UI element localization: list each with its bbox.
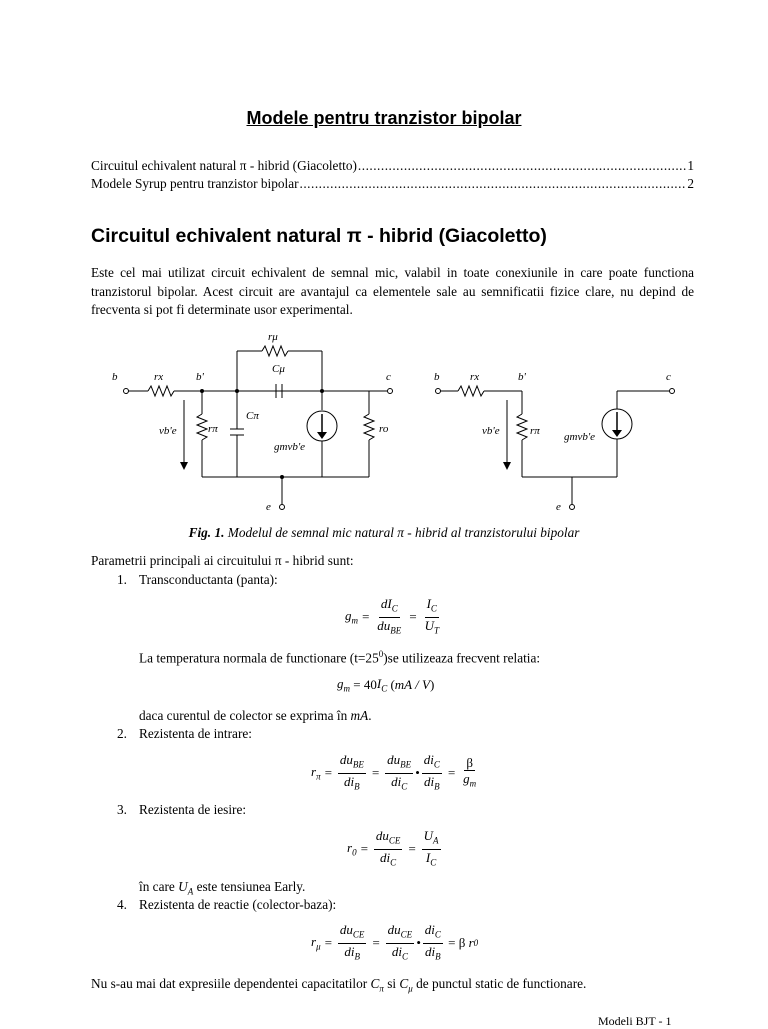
equation-rmu: $r_\mu$ = $\frac{du_{CE}}{di_B}$ = $\frac{du_{CE}}{di_C}$ • $\frac{di_C}{di_B}$ = β r 0 xyxy=(311,922,479,962)
equation-rpi: $r_\pi$ = $\frac{du_{BE}}{di_B}$ = $\frac{du_{BE}}{di_C}$ • $\frac{di_C}{di_B}$ = $\frac{\beta}{g_m}$ xyxy=(311,752,477,792)
rpi-label: rπ xyxy=(208,423,218,435)
list-label: Rezistenta de intrare: xyxy=(139,726,252,741)
early-text: în care $U_A$ este tensiunea Early. xyxy=(139,879,306,897)
rpi-label: rπ xyxy=(530,425,540,437)
temp-text-b: )se utilizeaza frecvent relatia: xyxy=(383,650,541,666)
params-intro: Parametrii principali ai circuitului π - hibrid sunt: xyxy=(91,553,354,568)
early-text-a: în care xyxy=(139,879,175,894)
list-label: Transconductanta (panta): xyxy=(139,572,278,587)
cmu-label: Cμ xyxy=(272,363,285,375)
node-b-label: b xyxy=(112,371,118,383)
ma-unit: mA xyxy=(350,708,369,723)
node-e-label: e xyxy=(266,501,271,513)
vbe-label: vb'e xyxy=(482,425,500,437)
rmu-label: rμ xyxy=(268,331,278,343)
node-c-label: c xyxy=(386,371,391,383)
gm-source-label: gmvb'e xyxy=(564,431,596,443)
ma-text: daca curentul de colector se exprima în mA. xyxy=(139,708,372,723)
toc-leader xyxy=(300,176,687,192)
toc-entry[interactable] xyxy=(91,176,694,192)
final-text: Nu s-au mai dat expresiile dependentei capacitatilor $C_\pi$ si $C_\mu$ de punctul static de functionare. xyxy=(91,976,587,994)
ma-text-a: daca curentul de colector se exprima în xyxy=(139,708,348,723)
section-heading: Circuitul echivalent natural π - hibrid (Giacoletto) xyxy=(91,225,547,247)
list-label: Rezistenta de iesire: xyxy=(139,802,247,817)
rx-label: rx xyxy=(470,371,480,383)
temp-text-a: La temperatura normala de functionare (t=25 xyxy=(139,650,379,666)
equation-ro: $r_0$ = $\frac{du_{CE}}{di_C}$ = $\frac{U_A}{I_C}$ xyxy=(347,828,439,868)
caption-text: Modelul de semnal mic natural π - hibrid al tranzistorului bipolar xyxy=(227,525,580,540)
page-footer: Modeli BJT - 1 xyxy=(598,1014,672,1028)
equation-gm-approx: $g_m$ = 40 $I_C$ ( mA / V ) xyxy=(337,676,435,694)
page-title: Modele pentru tranzistor bipolar xyxy=(246,108,522,128)
final-text-c: de punctul static de functionare. xyxy=(416,976,587,991)
equation-gm: $g_m$ = $\frac{dI_C}{du_{BE}}$ = $\frac{I_C}{U_T}$ xyxy=(345,596,439,636)
toc-leader xyxy=(358,158,686,174)
temp-text-sup: 0 xyxy=(378,649,384,659)
list-number: 3. xyxy=(117,802,127,817)
node-b-label: b xyxy=(434,371,440,383)
node-e-label: e xyxy=(556,501,561,513)
vbe-label: vb'e xyxy=(159,425,177,437)
final-text-a: Nu s-au mai dat expresiile dependentei capacitatilor xyxy=(91,976,368,991)
node-bprime-label: b' xyxy=(518,371,526,383)
caption-label: Fig. 1. xyxy=(188,525,225,540)
list-number: 1. xyxy=(117,572,127,587)
toc-entry[interactable] xyxy=(91,158,694,174)
toc-page: 1 xyxy=(687,158,694,173)
list-number: 2. xyxy=(117,726,127,741)
node-bprime-label: b' xyxy=(196,371,204,383)
temperature-text xyxy=(139,649,540,666)
cpi-label: Cπ xyxy=(246,410,259,422)
circuit-figure xyxy=(104,322,690,516)
early-text-b: este tensiunea Early. xyxy=(196,879,306,894)
gm-source-label: gmvb'e xyxy=(274,441,306,453)
final-text-b: si xyxy=(387,976,397,991)
toc-label: Modele Syrup pentru tranzistor bipolar xyxy=(91,176,299,191)
intro-paragraph: Este cel mai utilizat circuit echivalent de semnal mic, valabil in toate conexiunile in care poate functiona tranzistorul bipolar. Acest circuit are avantajul ca elementele sale au semnificatii fizice clare, nu depind de frecventa si pot fi determinate usor experimental. xyxy=(91,265,694,317)
ro-label: ro xyxy=(379,423,389,435)
toc-label: Circuitul echivalent natural π - hibrid (Giacoletto) xyxy=(91,158,357,173)
rx-label: rx xyxy=(154,371,164,383)
node-c-label: c xyxy=(666,371,671,383)
figure-caption xyxy=(0,525,768,541)
toc-page: 2 xyxy=(687,176,694,191)
list-label: Rezistenta de reactie (colector-baza): xyxy=(139,897,337,912)
list-number: 4. xyxy=(117,897,127,912)
